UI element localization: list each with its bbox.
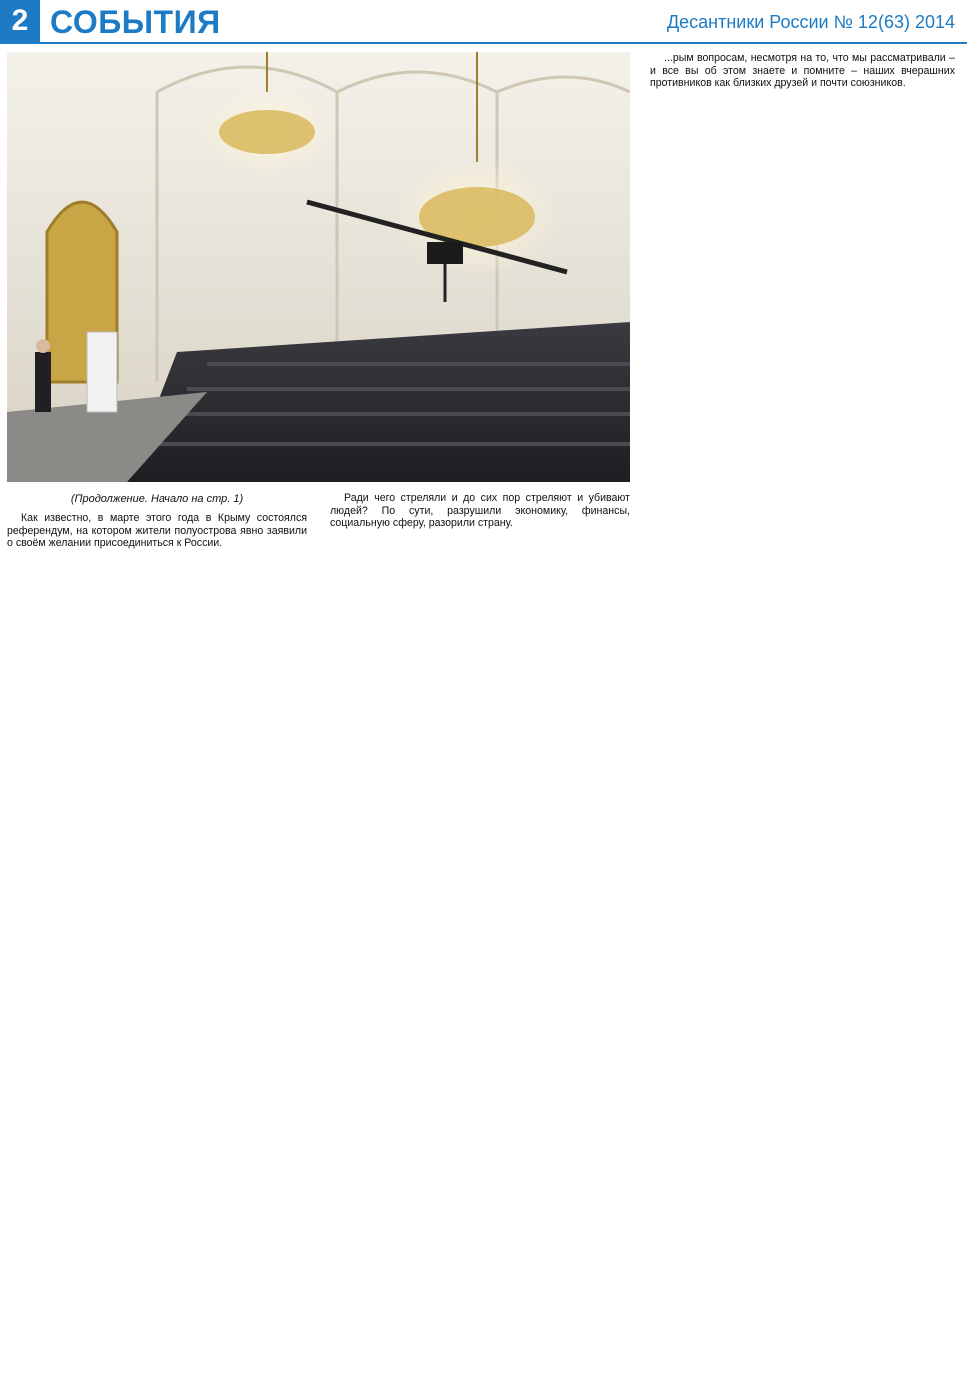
speaker bbox=[35, 352, 51, 412]
page-number: 2 bbox=[0, 0, 40, 42]
hall-photo-illustration bbox=[7, 52, 630, 482]
paragraph: Ради чего стреляли и до сих пор стреляют и убивают людей? По сути, разрушили экономику, финансы, социальную сферу, разорили страну. bbox=[330, 492, 630, 529]
section-title: СОБЫТИЯ bbox=[50, 4, 221, 40]
article-column-3 bbox=[650, 52, 955, 1392]
paragraph: Как известно, в марте этого года в Крыму состоялся референдум, на котором жители полуострова явно заявили о своём желании присоединиться к России. bbox=[7, 512, 307, 549]
speaker-head bbox=[36, 339, 50, 353]
article-column-1 bbox=[7, 512, 307, 1392]
article-photo bbox=[7, 52, 630, 482]
paragraph: ...рым вопросам, несмотря на то, что мы рассматривали – и все вы об этом знаете и помните – наших вчерашних противников как близких друзей и почти союзников. bbox=[650, 52, 955, 89]
article-column-2 bbox=[330, 492, 630, 1392]
page-header bbox=[0, 0, 967, 44]
issue-info: Десантники России № 12(63) 2014 bbox=[666, 12, 955, 32]
podium bbox=[87, 332, 117, 412]
continuation-note: (Продолжение. Начало на стр. 1) bbox=[70, 493, 244, 505]
